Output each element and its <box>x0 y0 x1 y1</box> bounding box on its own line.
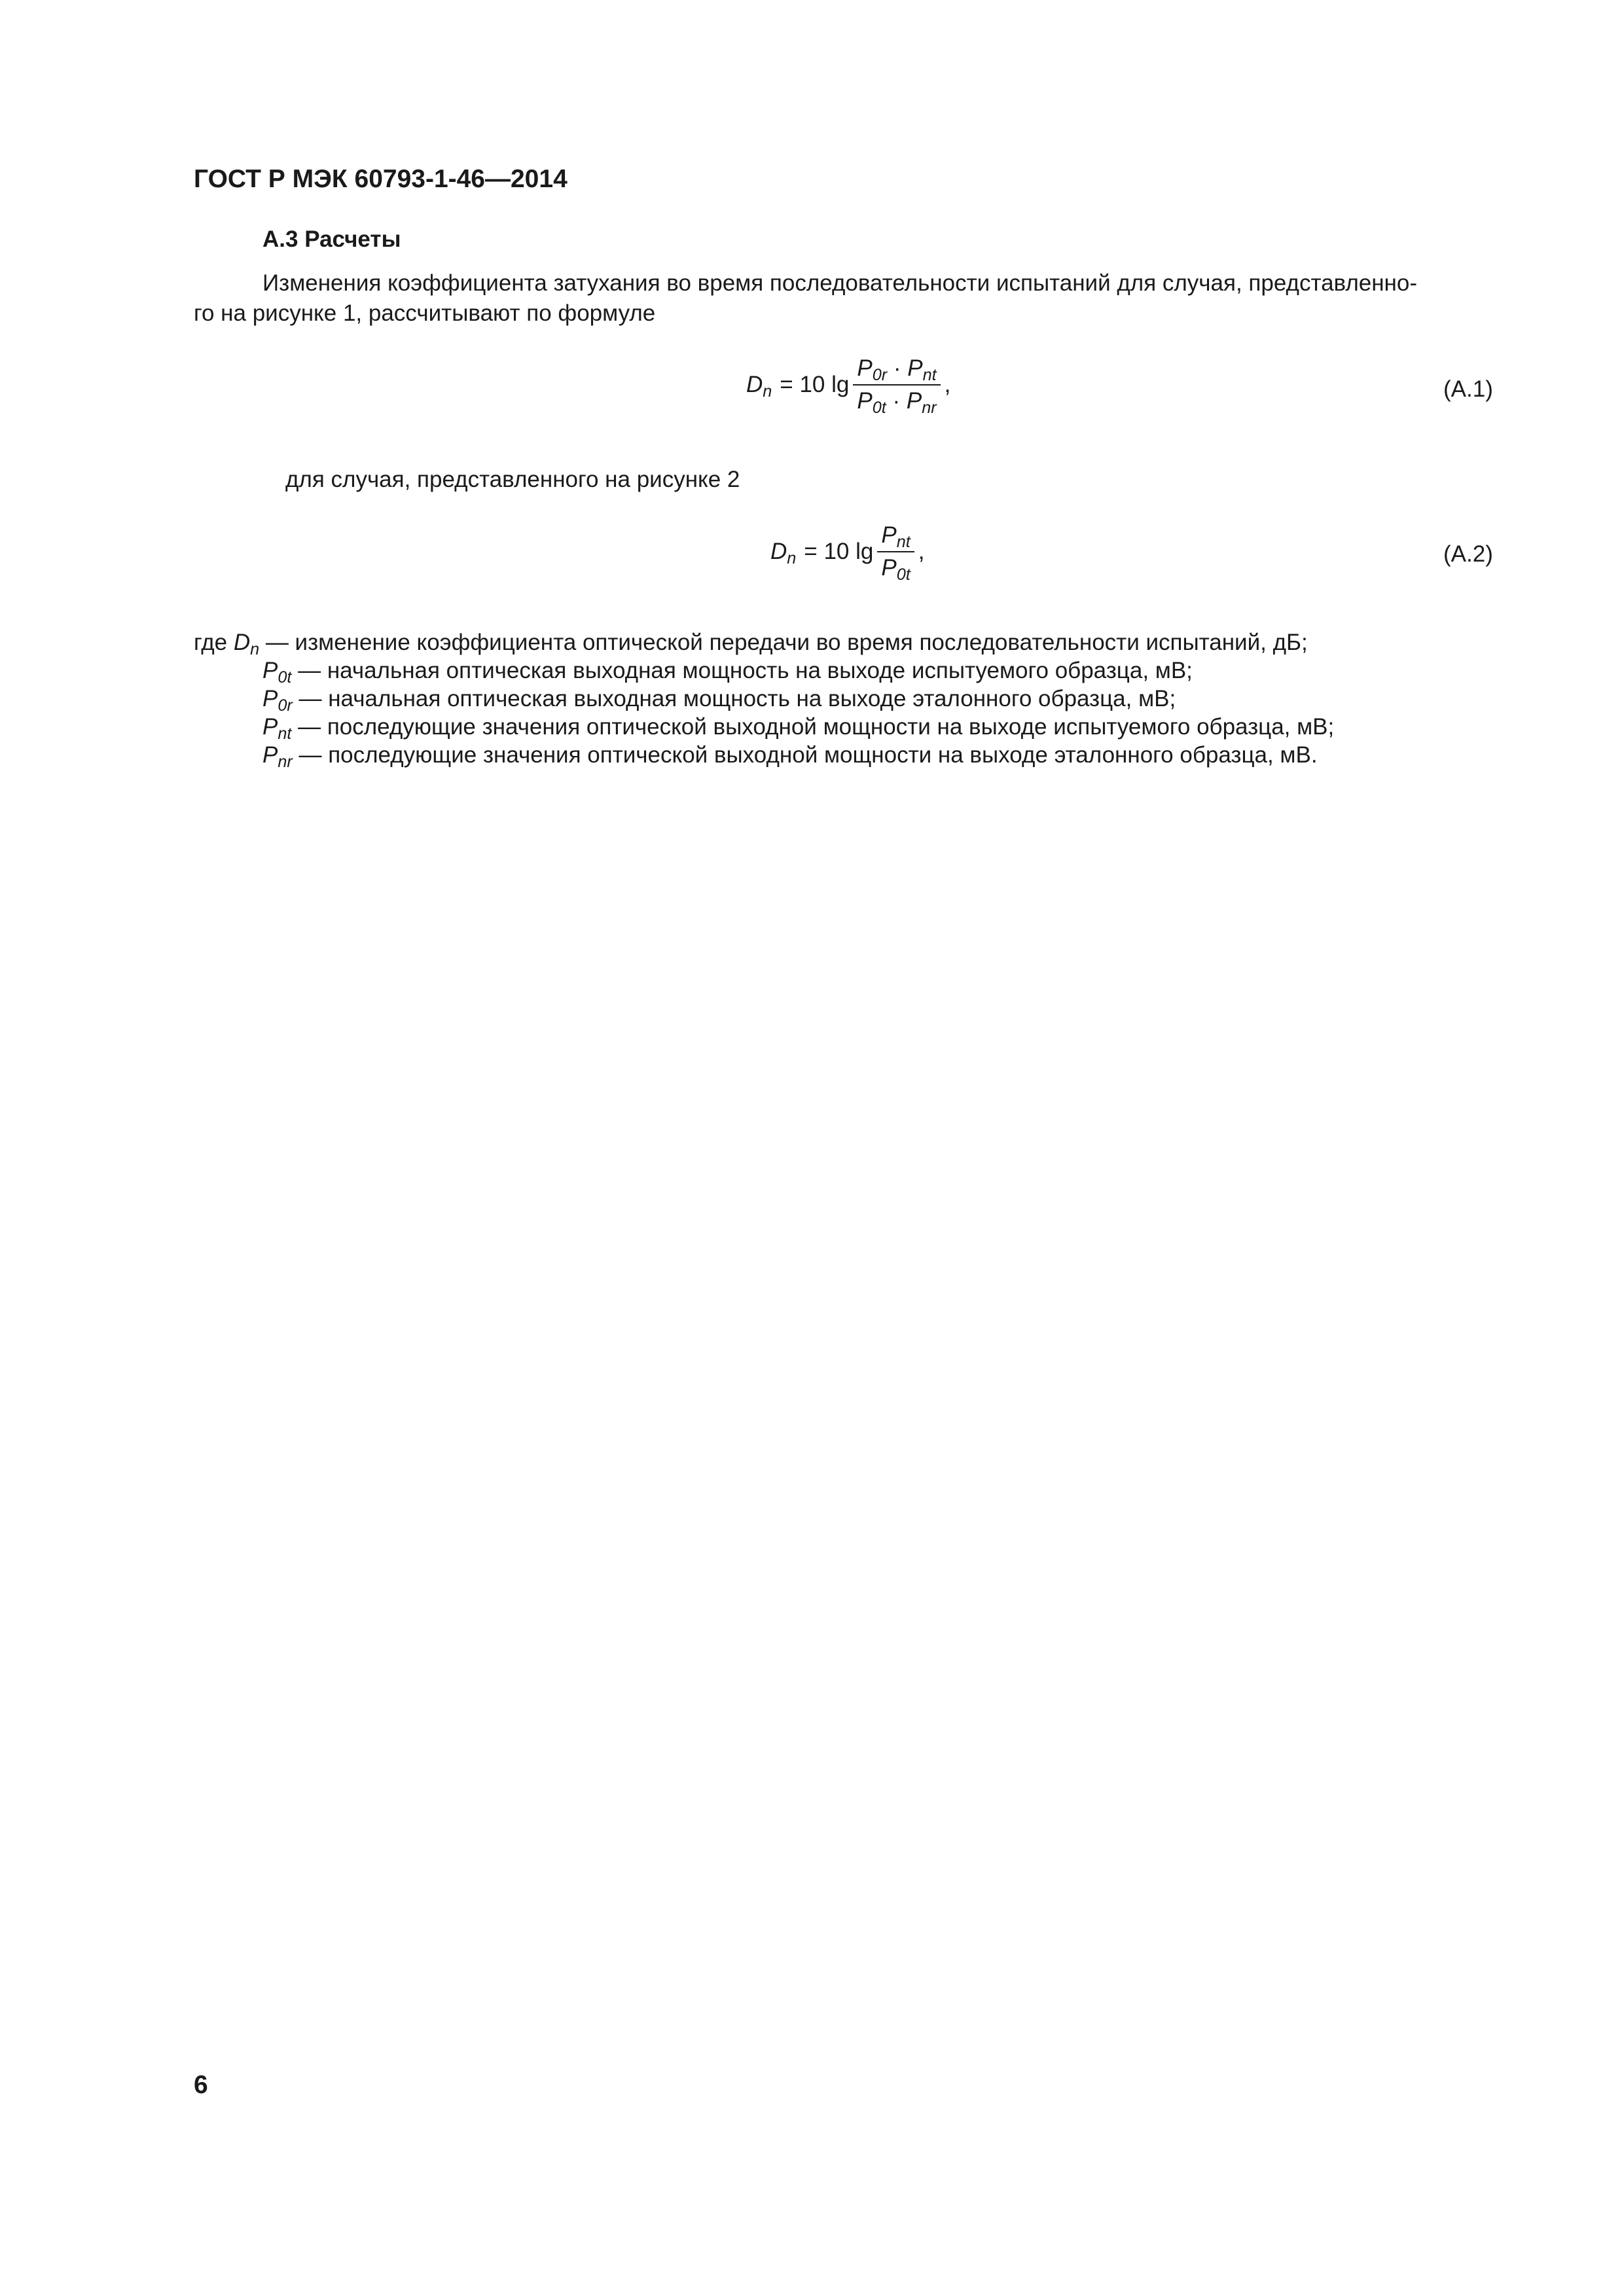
formula-a2-fraction <box>877 522 914 584</box>
intro-line-1: Изменения коэффициента затухания во время последовательности испытаний для случая, представленно- <box>262 270 1417 296</box>
formula-a2-comma: , <box>918 539 925 564</box>
middle-text: для случая, представленного на рисунке 2 <box>285 467 740 492</box>
formula-a2-prefix: = 10 lg <box>804 539 874 564</box>
document-header: ГОСТ Р МЭК 60793-1-46—2014 <box>194 165 568 193</box>
formula-a2-denominator: $P_{0t}$ <box>881 555 911 584</box>
formula-a1-prefix: = 10 lg <box>780 372 850 397</box>
formula-a2-lhs: $D_n$ <box>770 539 797 568</box>
section-title: А.3 Расчеты <box>262 226 401 252</box>
formula-a1-comma: , <box>944 372 951 397</box>
formula-a1 <box>746 355 951 418</box>
formula-a1-denominator: $P_{0t} \cdot P_{nr}$ <box>857 388 937 418</box>
formula-a1-lhs: $D_n$ <box>746 372 772 401</box>
definition-p0t: $P_{0t}$ — начальная оптическая выходная мощность на выходе испытуемого образца, мВ; <box>262 658 1193 687</box>
formula-a1-numerator: $P_{0r} \cdot P_{nt}$ <box>853 355 940 386</box>
formula-a1-fraction <box>853 355 940 418</box>
definition-p0r: $P_{0r}$ — начальная оптическая выходная мощность на выходе эталонного образца, мВ; <box>262 686 1176 715</box>
formula-a2-number: (А.2) <box>1443 541 1493 567</box>
definition-pnr: $P_{nr}$ — последующие значения оптической выходной мощности на выходе эталонного образца, мВ. <box>262 742 1318 772</box>
formula-a2-numerator: $P_{nt}$ <box>877 522 914 552</box>
formula-a1-number: (А.1) <box>1443 376 1493 402</box>
formula-a2 <box>770 522 925 584</box>
definition-pnt: $P_{nt}$ — последующие значения оптической выходной мощности на выходе испытуемого образца, мВ; <box>262 714 1335 744</box>
intro-line-2: го на рисунке 1, рассчитывают по формуле <box>194 300 656 326</box>
page-number: 6 <box>194 2071 208 2099</box>
definition-dn: где $D_n$ — изменение коэффициента оптической передачи во время последовательности испытаний, дБ; <box>194 630 1308 659</box>
